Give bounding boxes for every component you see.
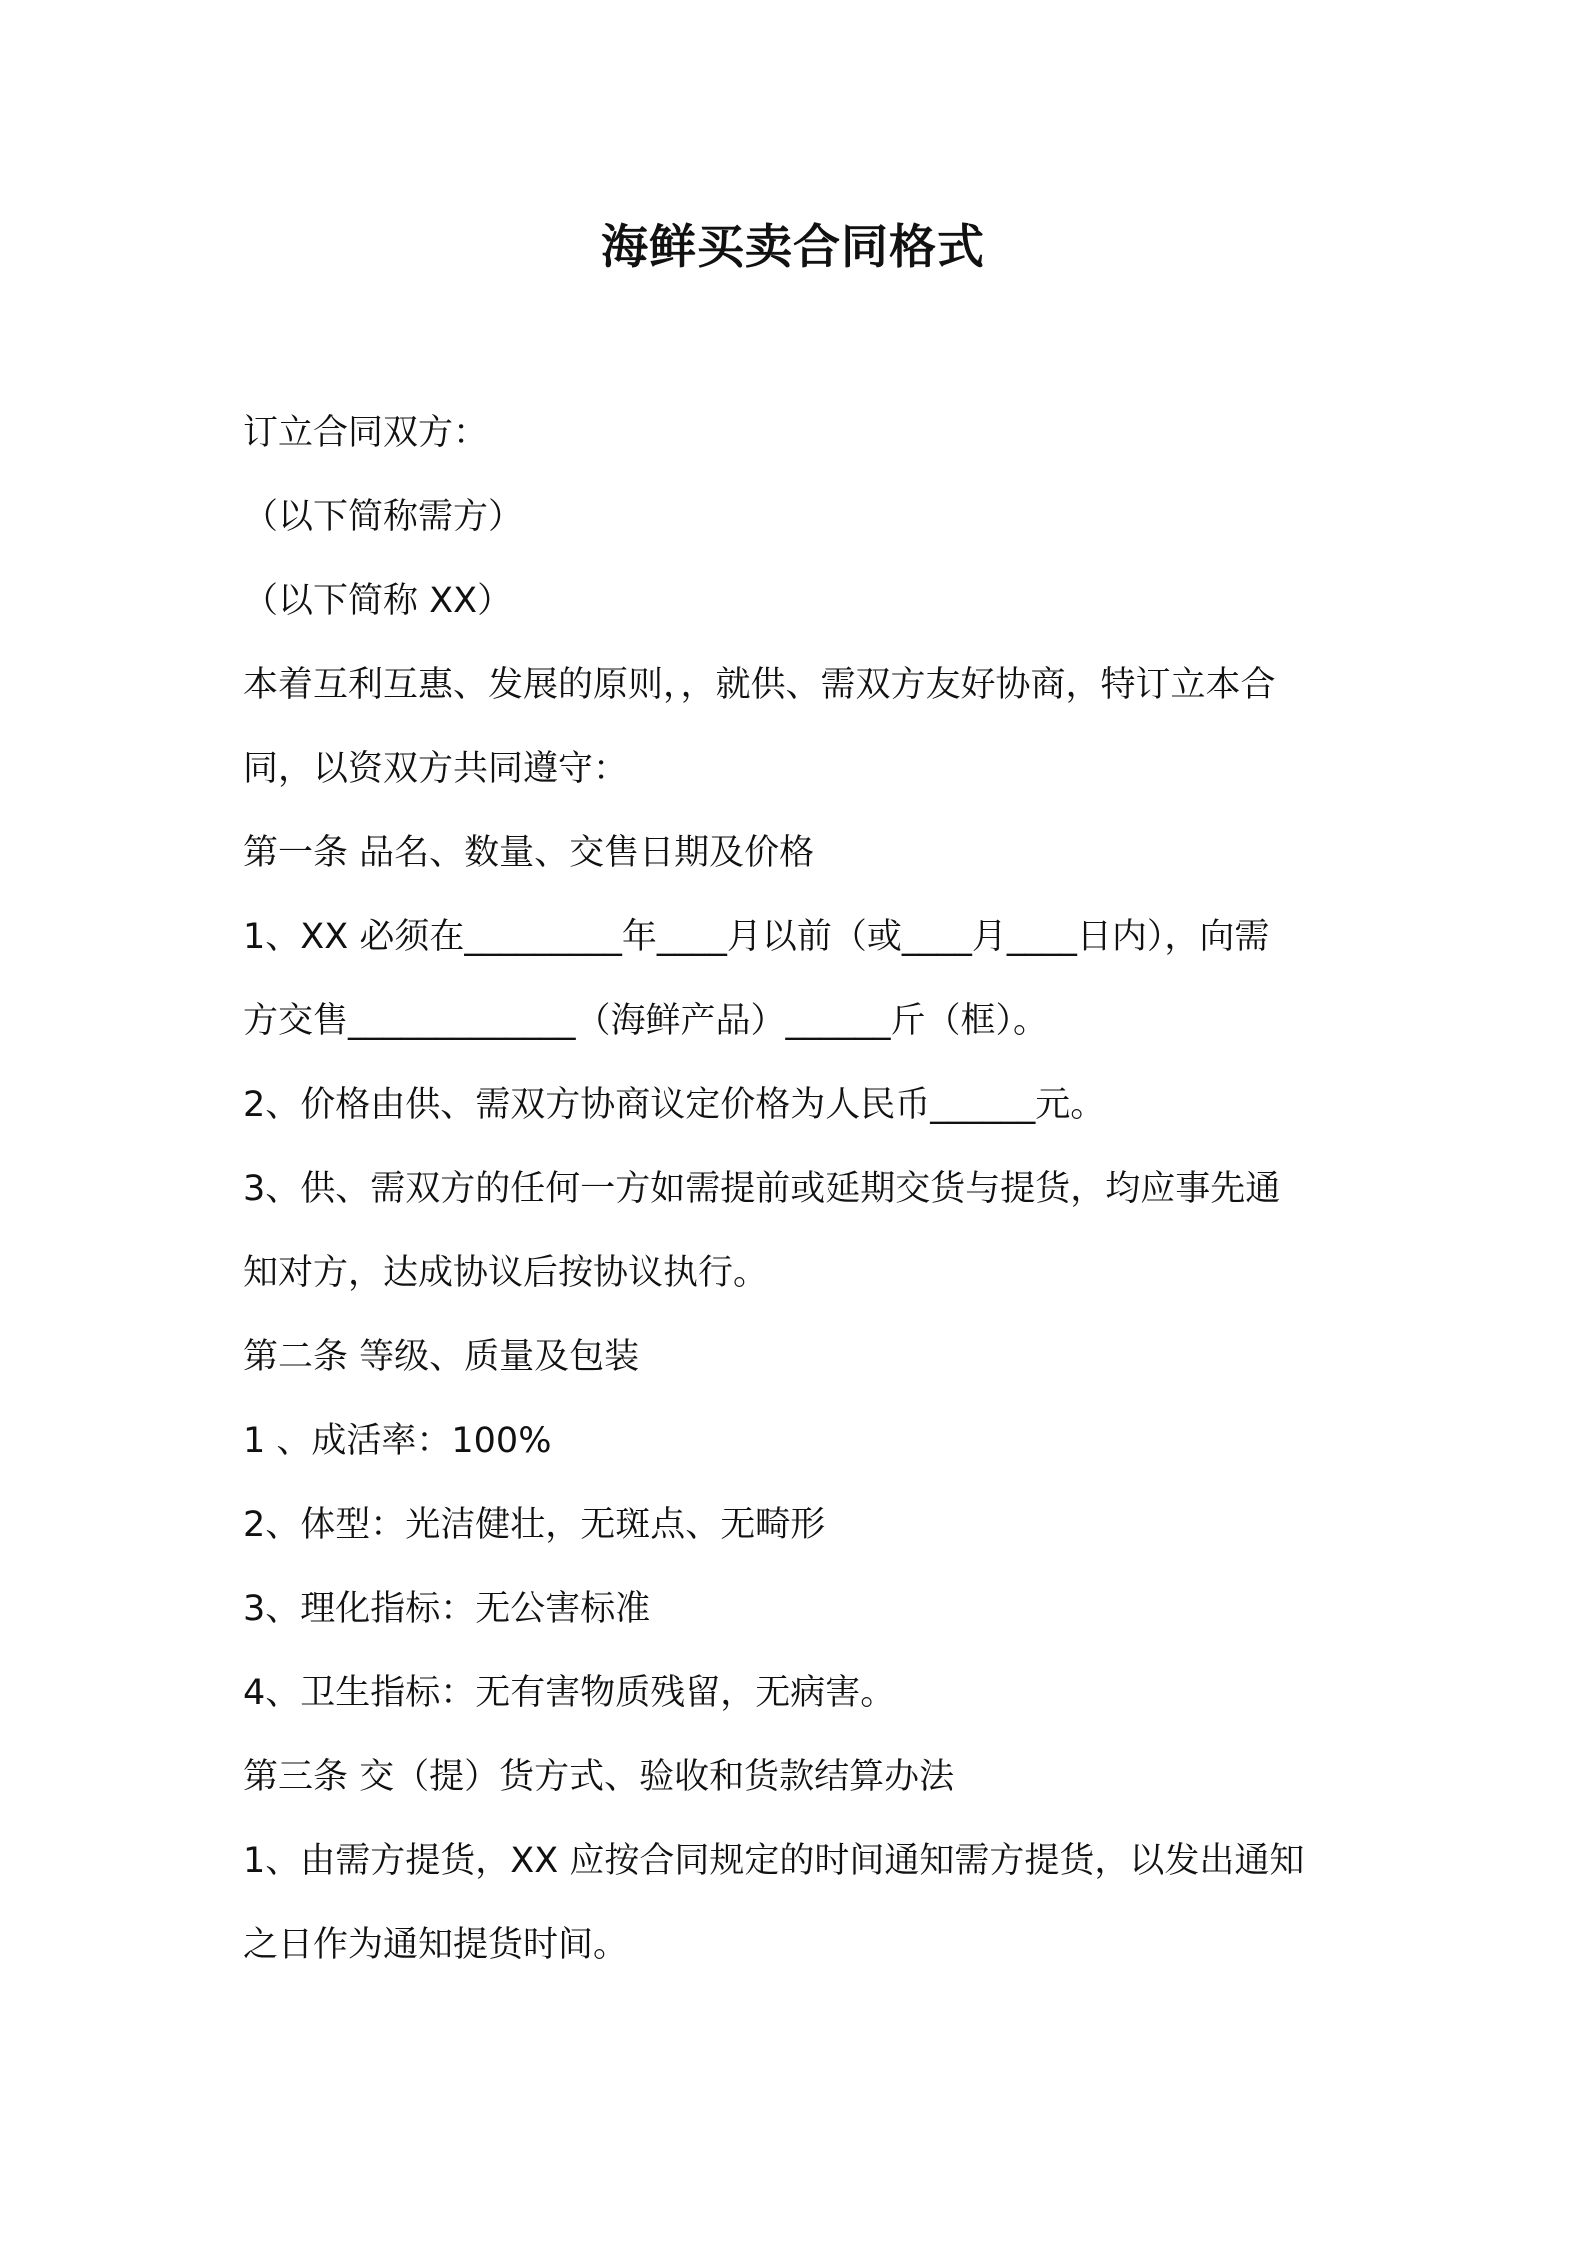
text-line: （以下简称 XX） [243,581,513,621]
text-line: 之日作为通知提货时间。 [243,1925,629,1965]
text-line: 2、价格由供、需双方协商议定价格为人民币______元。 [243,1085,1106,1125]
text-line: 3、供、需双方的任何一方如需提前或延期交货与提货，均应事先通 [243,1169,1281,1209]
text-line: 1、XX 必须在_________年____月以前（或____月____日内），向需 [243,917,1270,957]
text-line: 本着互利互惠、发展的原则，，就供、需双方友好协商，特订立本合 [243,665,1276,705]
text-line: 1 、成活率：100% [243,1421,552,1461]
document-body [243,391,1355,1987]
text-line: （以下简称需方） [243,497,524,537]
text-line: 2、体型：光洁健壮，无斑点、无畸形 [243,1505,826,1545]
text-line: 同，以资双方共同遵守： [243,749,629,789]
text-line: 1、由需方提货，XX 应按合同规定的时间通知需方提货，以发出通知 [243,1841,1305,1881]
section-heading: 第二条 等级、质量及包装 [243,1337,640,1377]
document-title: 海鲜买卖合同格式 [601,220,985,275]
text-line: 3、理化指标：无公害标准 [243,1589,651,1629]
text-line: 方交售_____________（海鲜产品）______斤（框）。 [243,1001,1049,1041]
text-line: 知对方，达成协议后按协议执行。 [243,1253,769,1293]
section-heading: 第三条 交（提）货方式、验收和货款结算办法 [243,1757,955,1797]
section-heading: 第一条 品名、数量、交售日期及价格 [243,833,815,873]
text-line: 订立合同双方： [243,413,489,453]
text-line: 4、卫生指标：无有害物质残留，无病害。 [243,1673,896,1713]
